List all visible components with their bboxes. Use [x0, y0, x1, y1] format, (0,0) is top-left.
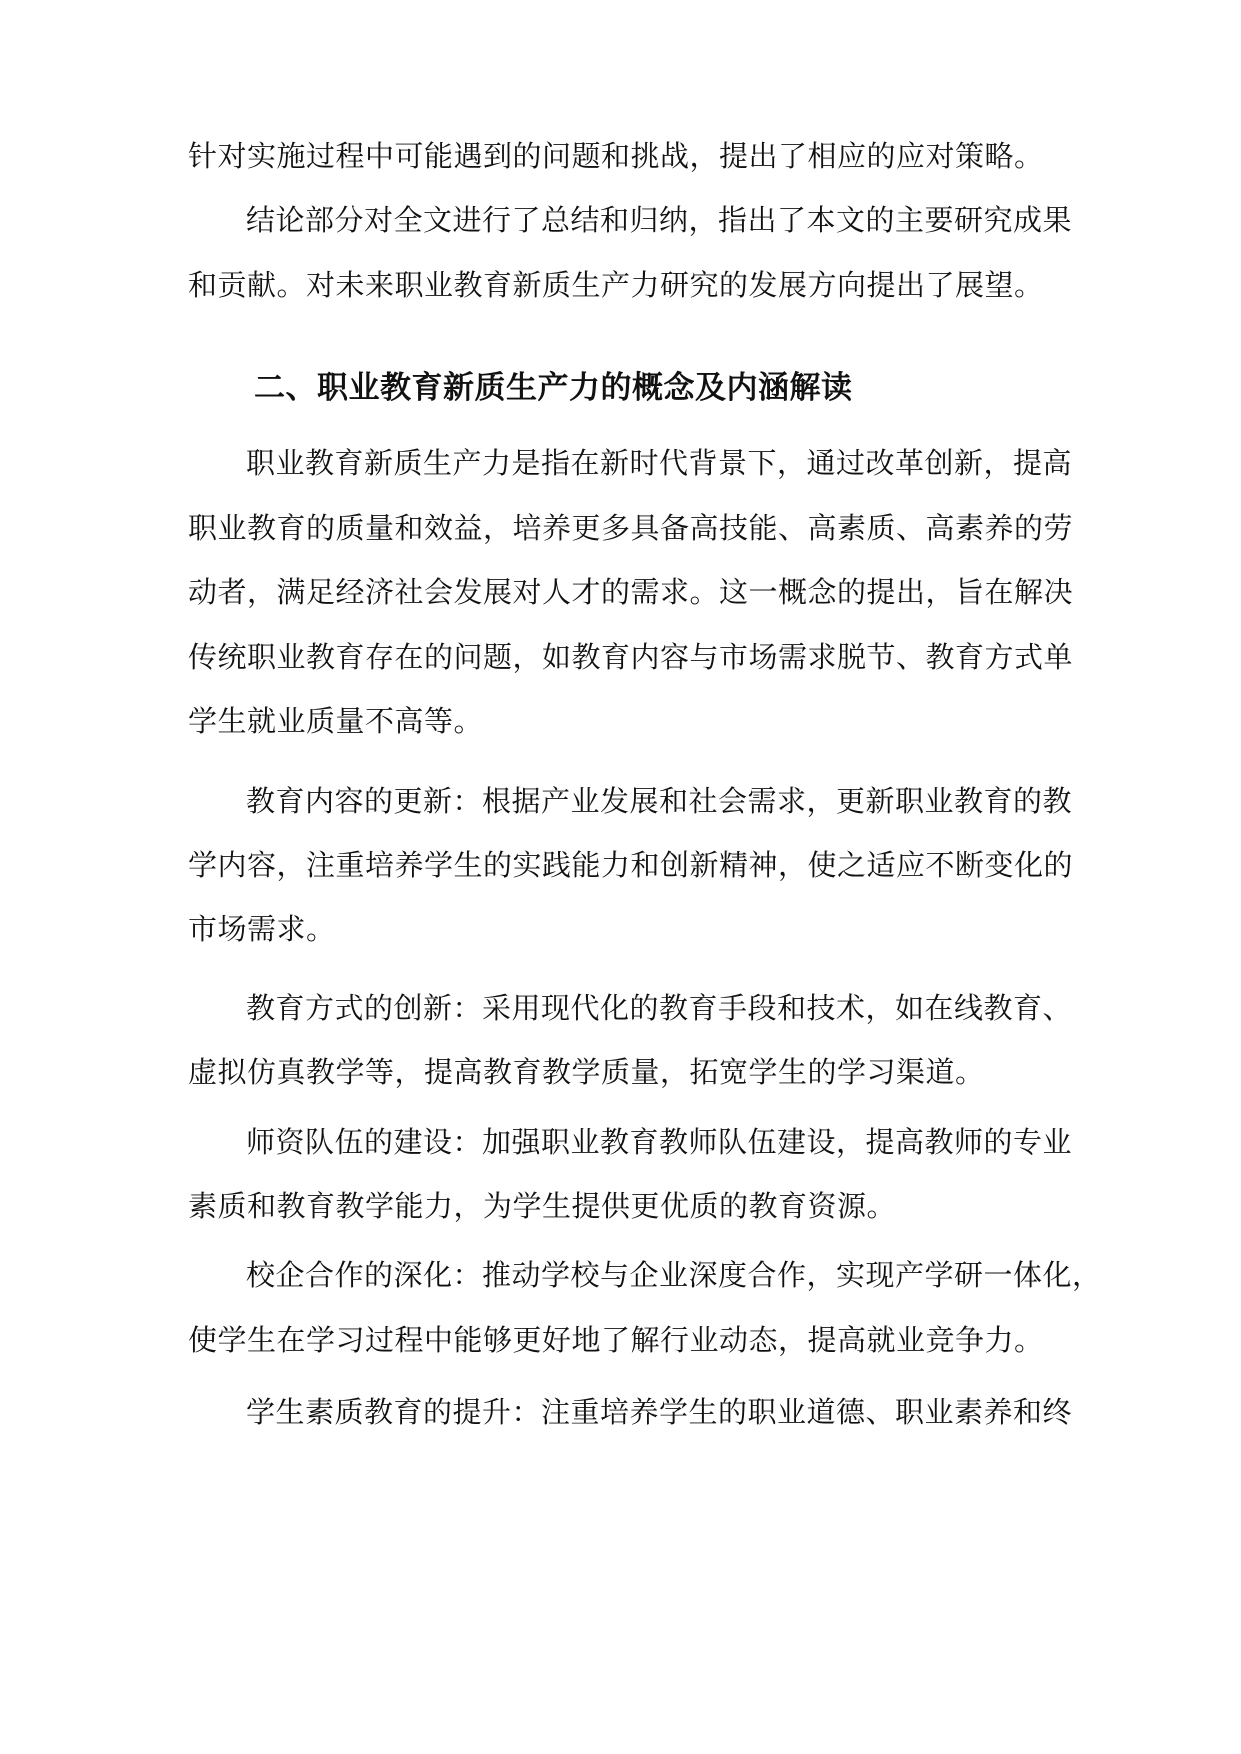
content-update-line-1: 教育内容的更新：根据产业发展和社会需求，更新职业教育的教 [246, 784, 1073, 818]
definition-line-5: 学生就业质量不高等。 [188, 704, 484, 738]
method-innovation-line-2: 虚拟仿真教学等，提高教育教学质量，拓宽学生的学习渠道。 [188, 1055, 985, 1089]
definition-line-3: 动者，满足经济社会发展对人才的需求。这一概念的提出，旨在解决 [188, 575, 1074, 609]
definition-line-2: 职业教育的质量和效益，培养更多具备高技能、高素质、高素养的劳 [188, 511, 1074, 545]
faculty-building-line-1: 师资队伍的建设：加强职业教育教师队伍建设，提高教师的专业 [246, 1125, 1073, 1159]
definition-line-1: 职业教育新质生产力是指在新时代背景下，通过改革创新，提高 [246, 446, 1073, 480]
school-enterprise-line-2: 使学生在学习过程中能够更好地了解行业动态，提高就业竞争力。 [188, 1323, 1044, 1357]
definition-line-4: 传统职业教育存在的问题，如教育内容与市场需求脱节、教育方式单 [188, 640, 1074, 674]
content-update-line-3: 市场需求。 [188, 912, 336, 946]
intro-line-2: 结论部分对全文进行了总结和归纳，指出了本文的主要研究成果 [246, 203, 1073, 237]
content-update-line-2: 学内容，注重培养学生的实践能力和创新精神，使之适应不断变化的 [188, 848, 1074, 882]
intro-line-1: 针对实施过程中可能遇到的问题和挑战，提出了相应的应对策略。 [188, 139, 1044, 173]
intro-line-3: 和贡献。对未来职业教育新质生产力研究的发展方向提出了展望。 [188, 268, 1044, 302]
section-heading: 二、职业教育新质生产力的概念及内涵解读 [254, 370, 853, 406]
student-quality-line-1: 学生素质教育的提升：注重培养学生的职业道德、职业素养和终 [246, 1395, 1073, 1429]
method-innovation-line-1: 教育方式的创新：采用现代化的教育手段和技术，如在线教育、 [246, 991, 1073, 1025]
school-enterprise-line-1: 校企合作的深化：推动学校与企业深度合作，实现产学研一体化， [246, 1258, 1102, 1292]
faculty-building-line-2: 素质和教育教学能力，为学生提供更优质的教育资源。 [188, 1189, 897, 1223]
